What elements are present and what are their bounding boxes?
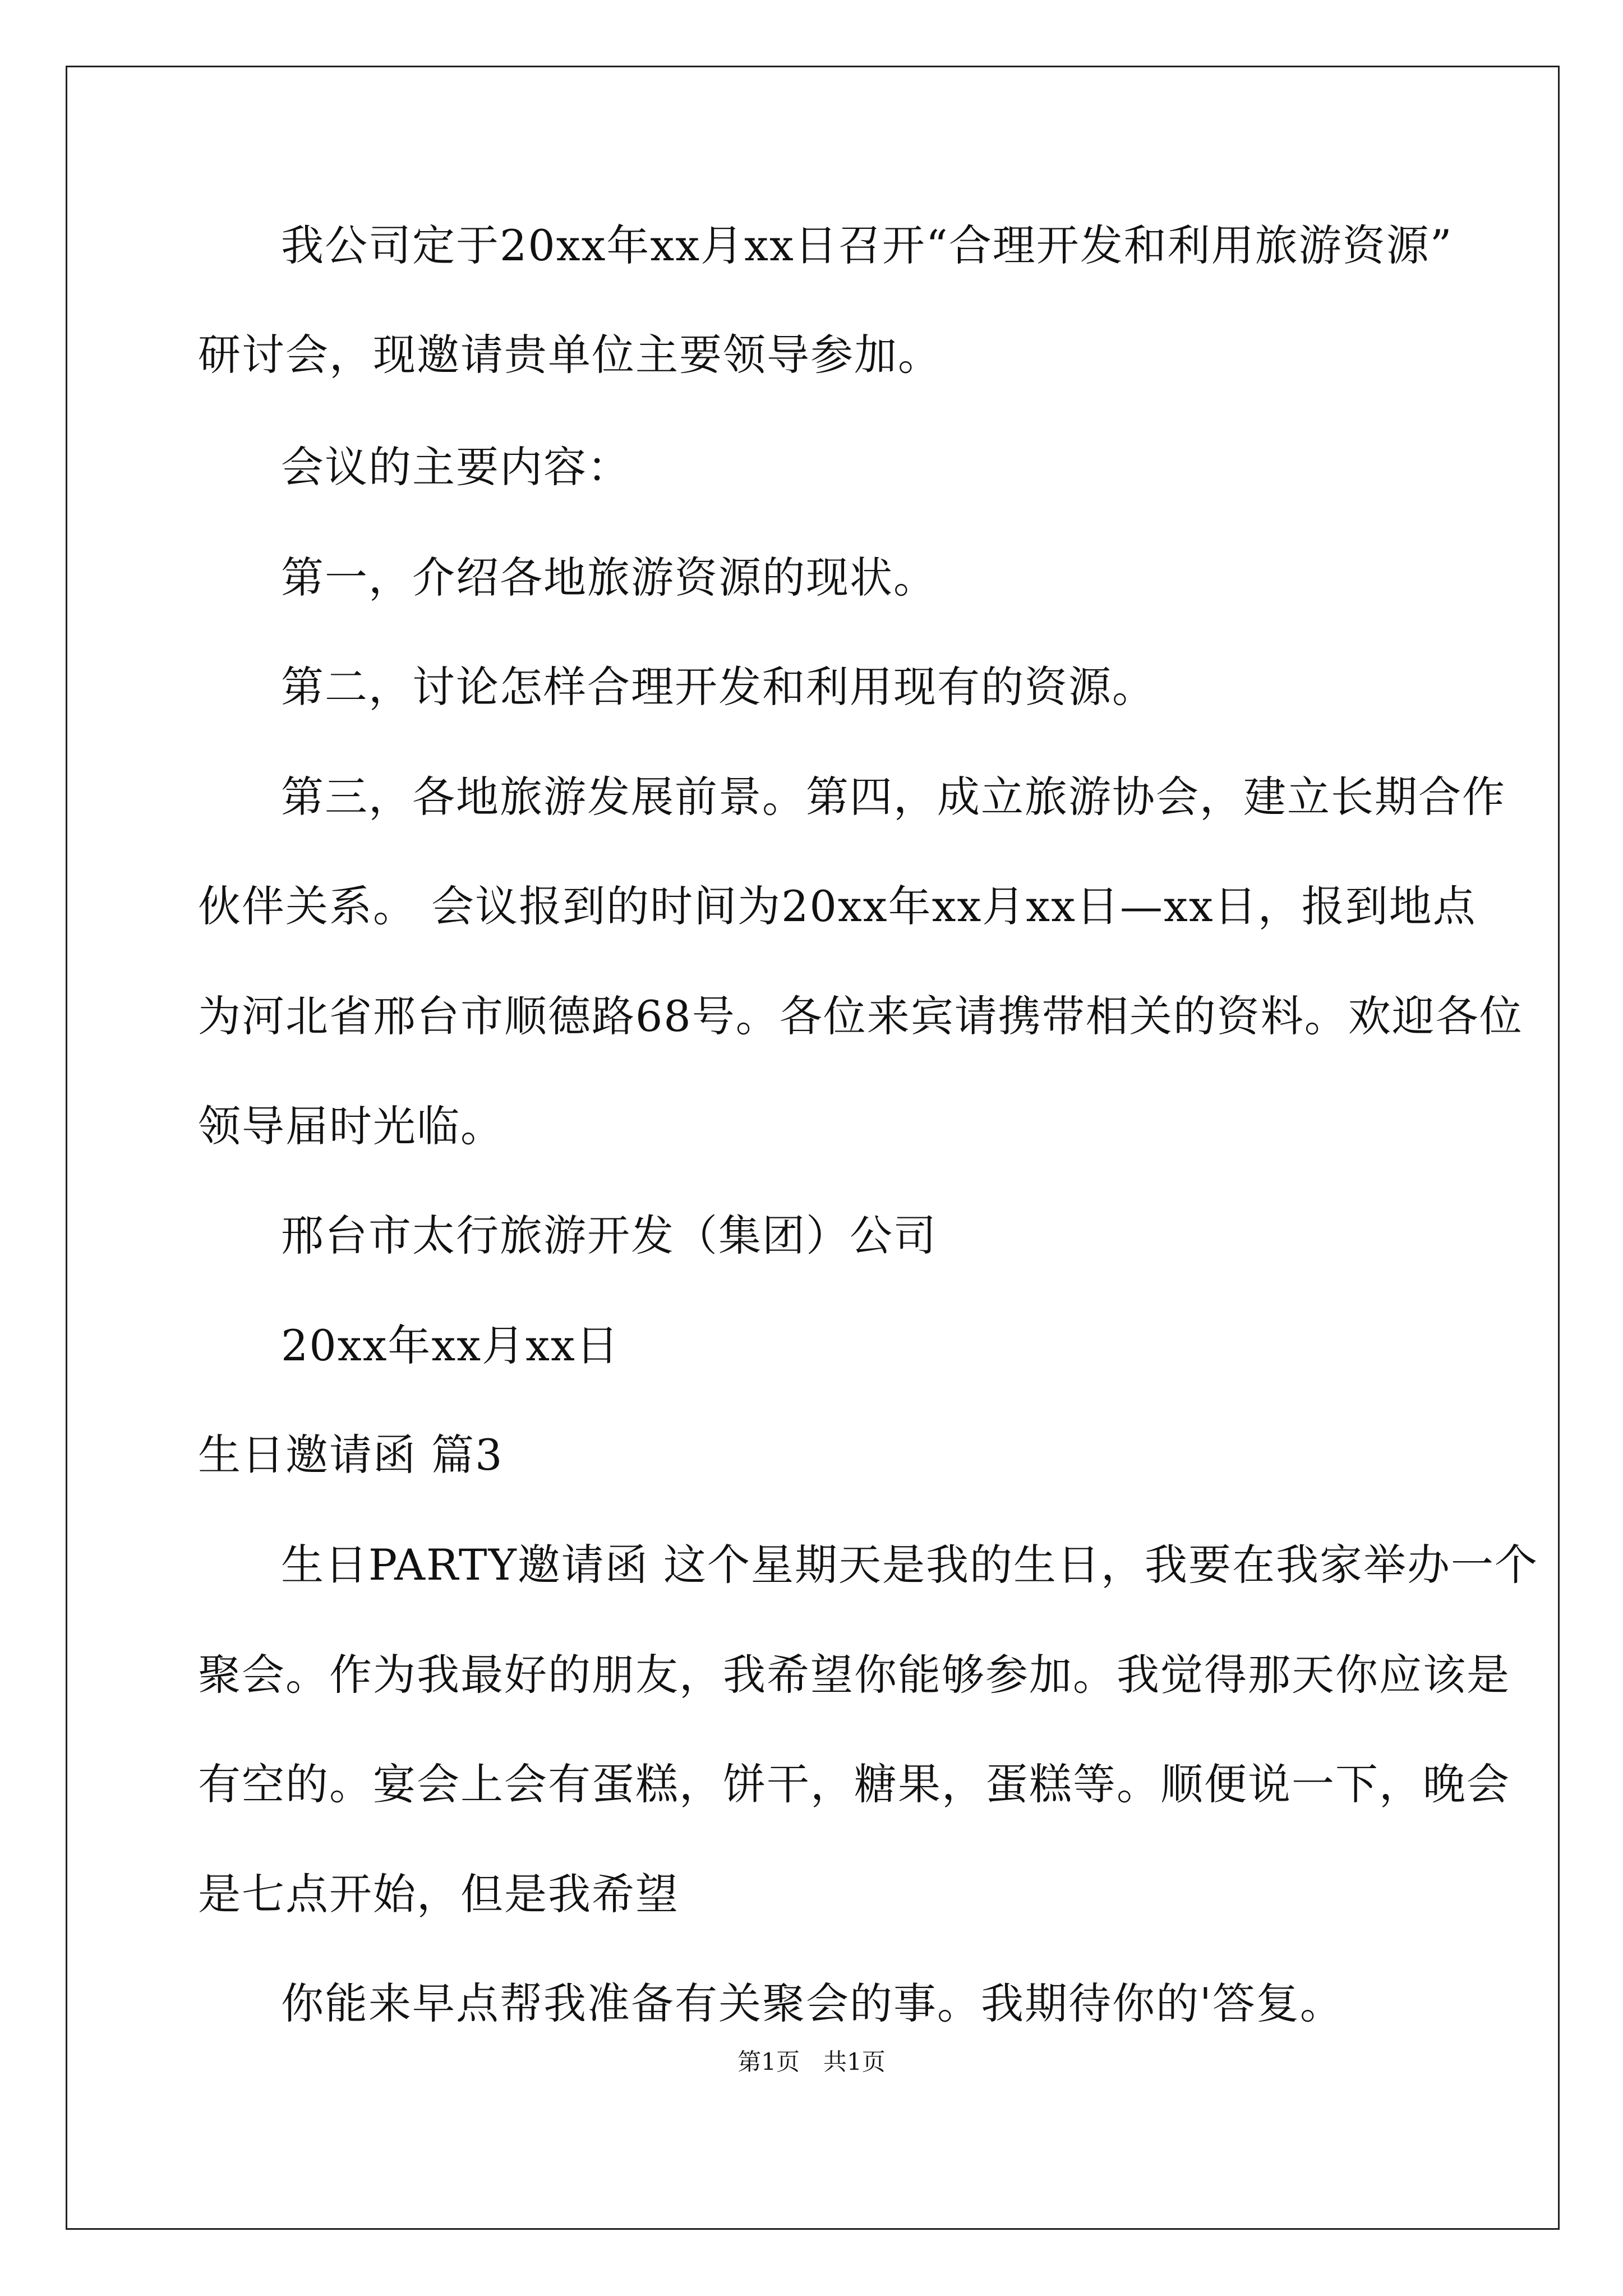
section-heading: 生日邀请函 篇3 (198, 1430, 504, 1480)
paragraph-line: 你能来早点帮我准备有关聚会的事。我期待你的'答复。 (281, 1978, 1344, 2028)
paragraph-line: 第三，各地旅游发展前景。第四，成立旅游协会，建立长期合作 (281, 772, 1506, 822)
sender-date: 20xx年xx月xx日 (281, 1320, 620, 1370)
paragraph-line: 研讨会，现邀请贵单位主要领导参加。 (198, 330, 942, 380)
paragraph-line: 聚会。作为我最好的朋友，我希望你能够参加。我觉得那天你应该是 (198, 1650, 1510, 1700)
paragraph-line: 第一，介绍各地旅游资源的现状。 (281, 553, 937, 602)
paragraph-line: 有空的。宴会上会有蛋糕，饼干，糖果，蛋糕等。顺便说一下，晚会 (198, 1759, 1510, 1809)
paragraph-line: 领导届时光临。 (198, 1101, 504, 1151)
paragraph-line: 为河北省邢台市顺德路68号。各位来宾请携带相关的资料。欢迎各位 (198, 991, 1523, 1041)
page-footer: 第1页 共1页 (737, 2048, 886, 2076)
paragraph-line: 生日PARTY邀请函 这个星期天是我的生日，我要在我家举办一个 (281, 1540, 1538, 1590)
paragraph-line: 伙伴关系。 会议报到的时间为20xx年xx月xx日—xx日，报到地点 (198, 881, 1477, 931)
sender-name: 邢台市太行旅游开发（集团）公司 (281, 1211, 937, 1260)
paragraph-line: 我公司定于20xx年xx月xx日召开“合理开发和利用旅游资源” (281, 220, 1453, 270)
paragraph-line: 会议的主要内容： (281, 442, 631, 492)
paragraph-line: 是七点开始，但是我希望 (198, 1869, 679, 1919)
paragraph-line: 第二，讨论怎样合理开发和利用现有的资源。 (281, 662, 1156, 712)
